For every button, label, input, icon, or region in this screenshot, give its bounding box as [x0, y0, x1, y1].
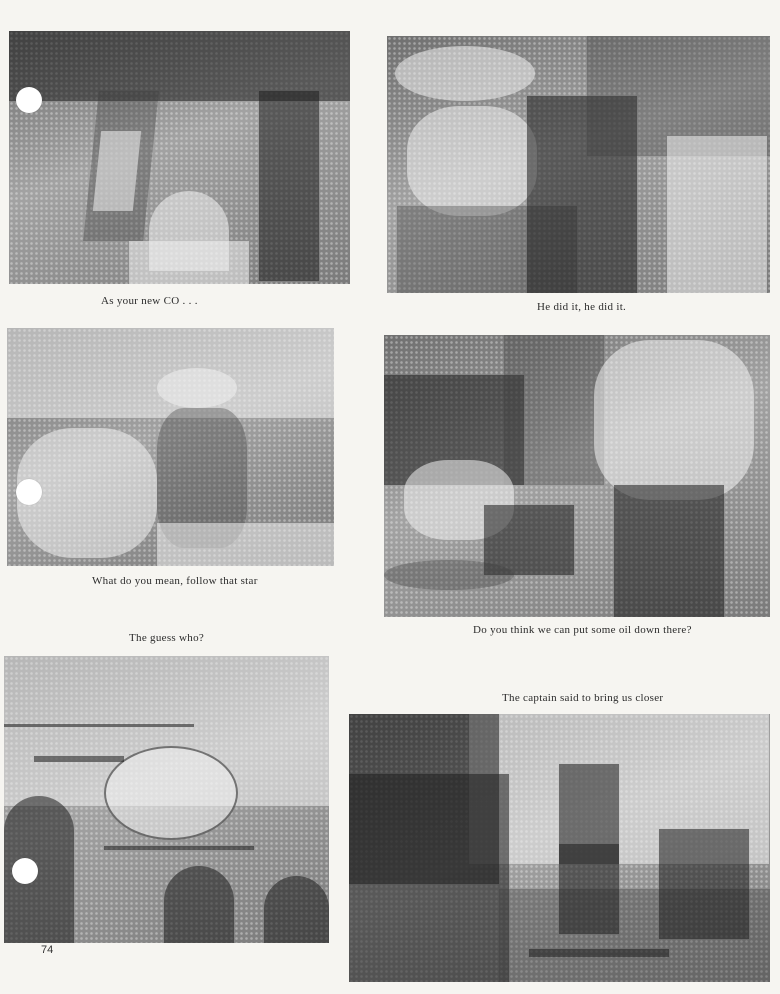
binder-hole-bottom: [12, 858, 38, 884]
rotor-blade: [4, 724, 194, 727]
flag-right: [259, 91, 319, 281]
caption-oil-down: Do you think we can put some oil down there?: [473, 624, 692, 636]
caption-guess-who: The guess who?: [129, 632, 205, 644]
spectator-right: [264, 876, 329, 943]
photo-guess-who-helicopter: [4, 656, 329, 943]
binder-hole-top: [16, 87, 42, 113]
man-trousers: [614, 485, 724, 617]
crew-group-right: [659, 829, 749, 939]
photo-oil-down: [384, 335, 770, 617]
helicopter-body: [104, 746, 238, 840]
model-track: [384, 560, 514, 590]
deck-plank: [529, 949, 669, 957]
crew-group-center: [559, 844, 619, 934]
caption-he-did-it: He did it, he did it.: [537, 301, 627, 313]
helicopter-skids: [104, 846, 254, 850]
caption-new-co: As your new CO . . .: [101, 295, 198, 307]
man-white-shirt: [594, 340, 754, 500]
caption-follow-star: What do you mean, follow that star: [92, 575, 258, 587]
spectator-center: [164, 866, 234, 943]
photo-follow-star: [7, 328, 334, 566]
photo-new-co-podium: [9, 31, 350, 284]
page-number: 74: [41, 944, 54, 956]
binder-hole-middle: [16, 479, 42, 505]
crowd-left: [349, 774, 509, 982]
officer-cap: [157, 368, 237, 408]
photo-he-did-it: [387, 36, 770, 293]
podium: [129, 241, 249, 284]
officer-cap-left: [395, 46, 535, 101]
helicopter-tail: [34, 756, 124, 762]
officer-right: [667, 136, 767, 293]
photo-captain-closer: [349, 714, 770, 982]
caption-captain-closer: The captain said to bring us closer: [502, 692, 664, 704]
